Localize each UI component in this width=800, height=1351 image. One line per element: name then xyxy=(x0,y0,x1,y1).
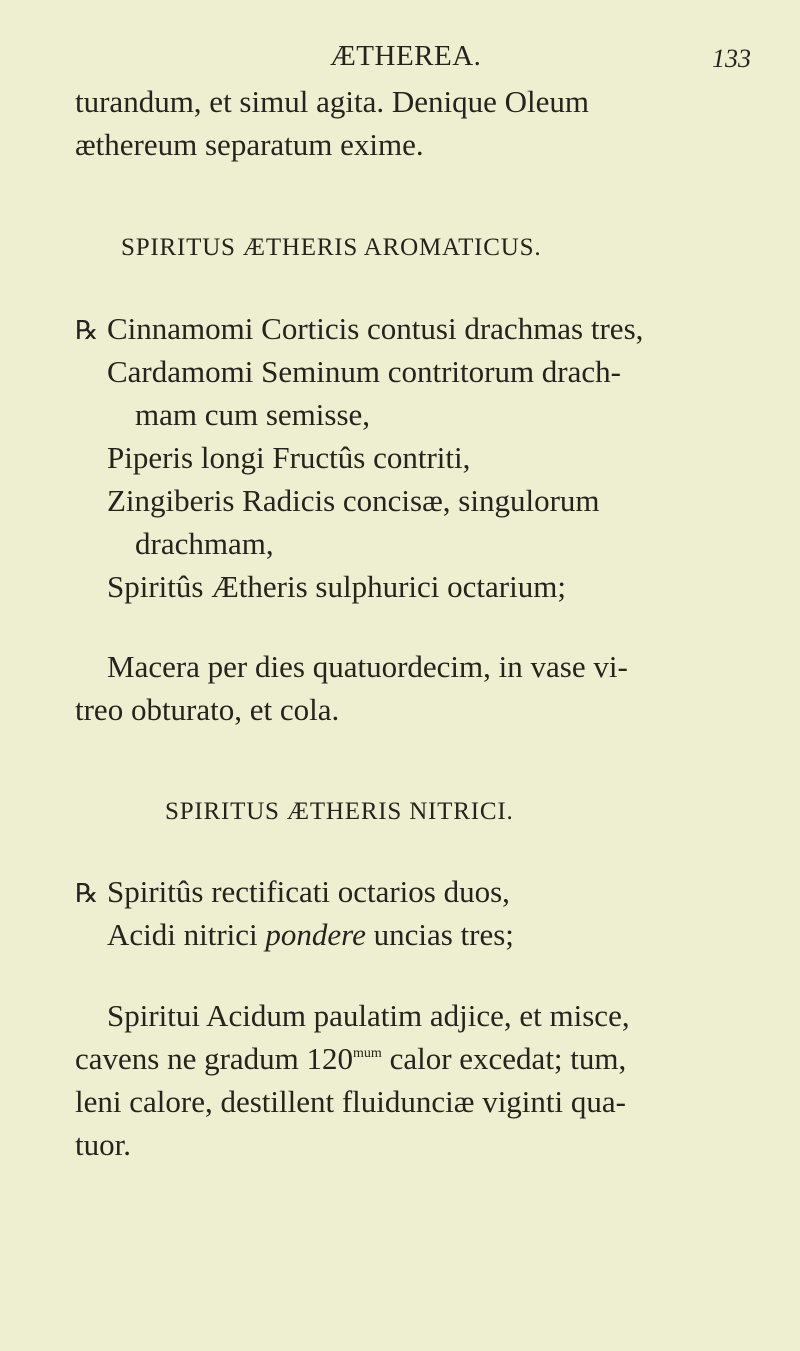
section-heading-nitrici: SPIRITUS ÆTHERIS NITRICI. xyxy=(165,798,514,825)
ingredient-text: Spiritûs rectificati octarios duos, xyxy=(107,874,510,909)
instruction2-line-3: leni calore, destillent fluidunciæ viginti qua- xyxy=(75,1084,626,1119)
instruction-text-end: calor excedat; tum, xyxy=(381,1041,627,1076)
ordinal-superscript: mum xyxy=(353,1046,382,1061)
instruction-text-start: cavens ne gradum 120 xyxy=(75,1041,354,1076)
recipe-symbol: ℞ xyxy=(75,316,99,345)
ingredient-line-3: mam cum semisse, xyxy=(135,397,371,432)
ingredient-line-2: Cardamomi Seminum contritorum drach- xyxy=(107,354,621,389)
ingredient-text-italic: pondere xyxy=(265,917,366,952)
section-heading-aromaticus: SPIRITUS ÆTHERIS AROMATICUS. xyxy=(121,234,542,261)
intro-line-1: turandum, et simul agita. Denique Oleum xyxy=(75,84,589,119)
ingredient2-line-1 xyxy=(75,876,510,907)
page-number: 133 xyxy=(712,44,751,73)
ingredient-line-5: Zingiberis Radicis concisæ, singulorum xyxy=(107,483,600,518)
ingredient-text: Cinnamomi Corticis contusi drachmas tres, xyxy=(107,311,644,346)
intro-line-2: æthereum separatum exime. xyxy=(75,127,424,162)
ingredient-line-4: Piperis longi Fructûs contriti, xyxy=(107,440,471,475)
instruction2-line-1: Spiritui Acidum paulatim adjice, et misce, xyxy=(107,998,630,1033)
running-header: ÆTHEREA. xyxy=(330,40,482,72)
ingredient-line-6: drachmam, xyxy=(135,526,274,561)
instruction2-line-4: tuor. xyxy=(75,1127,131,1162)
ingredient-line-7: Spiritûs Ætheris sulphurici octarium; xyxy=(107,569,566,604)
recipe-symbol: ℞ xyxy=(75,879,99,908)
ingredient2-line-2 xyxy=(107,919,514,950)
instruction-line-1: Macera per dies quatuordecim, in vase vi- xyxy=(107,649,628,684)
instruction-line-2: treo obturato, et cola. xyxy=(75,692,340,727)
ingredient-text-start: Acidi nitrici xyxy=(107,917,266,952)
instruction2-line-2 xyxy=(75,1043,626,1074)
ingredient-line-1 xyxy=(75,313,643,344)
ingredient-text-end: uncias tres; xyxy=(365,917,514,952)
